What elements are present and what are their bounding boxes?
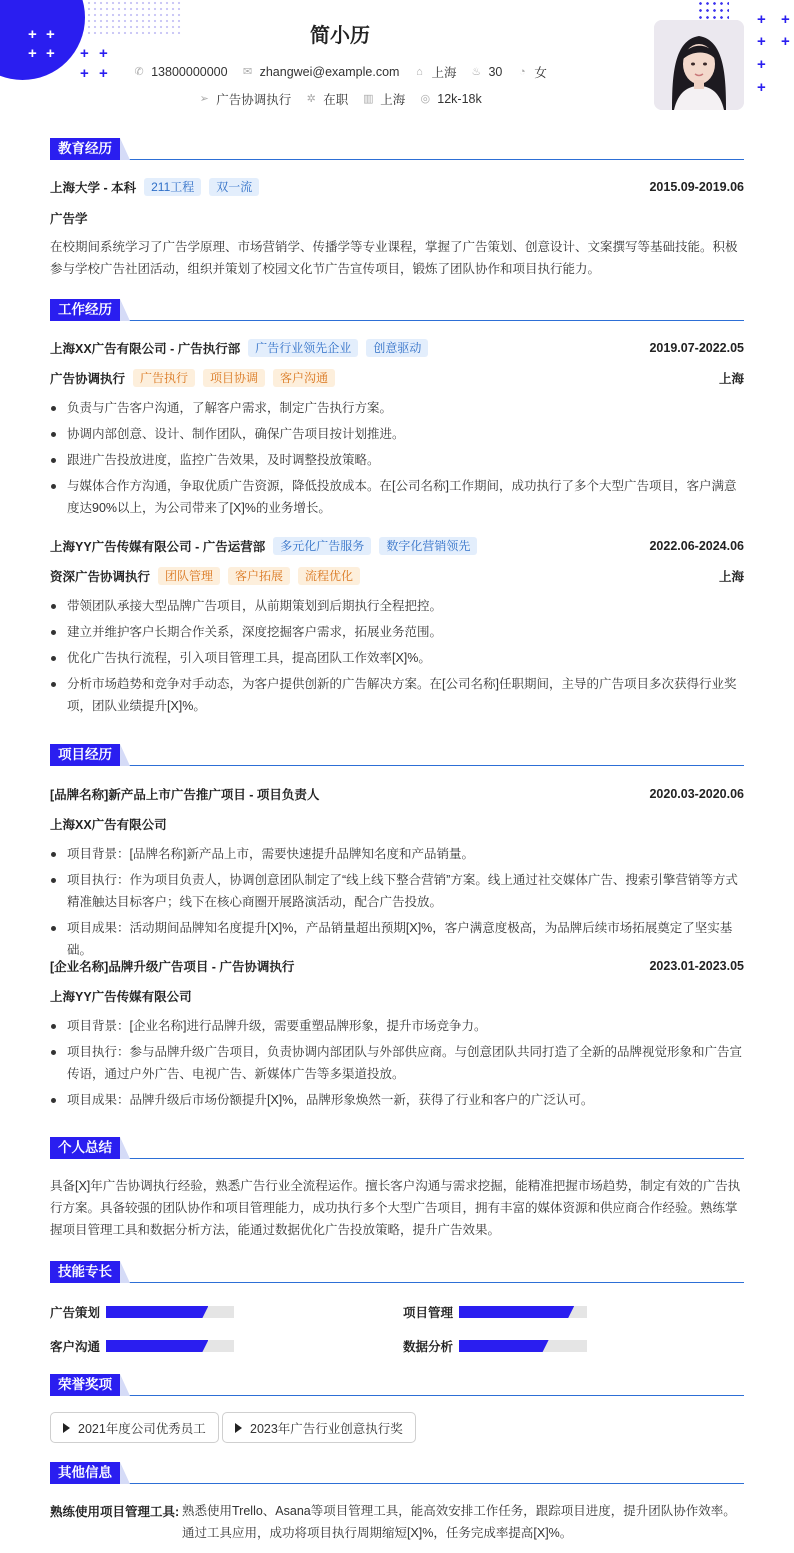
plus-decoration-icon: + [781,33,790,50]
section-title [50,1374,744,1396]
skill-bar-fill [459,1306,574,1318]
phone-icon: ✆ [134,66,144,78]
company-tag: 数字化营销领先 [379,537,477,555]
work-date: 2019.07-2022.05 [649,341,744,355]
play-arrow-icon [63,1423,70,1433]
education-header-row [50,178,744,196]
school-tag: 双一流 [209,178,259,196]
contact-row [0,63,680,81]
list-item: 带领团队承接大型品牌广告项目，从前期策划到后期执行全程把控。 [50,595,744,617]
location-value: 上海 [431,66,457,80]
plus-decoration-icon: + [46,26,55,43]
portrait-icon [654,20,744,110]
list-item: 优化广告执行流程，引入项目管理工具，提高团队工作效率[X]%。 [50,647,744,669]
awards-section [50,1374,744,1396]
list-item: 项目成果：活动期间品牌知名度提升[X]%，产品销量超出预期[X]%，客户满意度极高，为品牌后续市场拓展奠定了坚实基础。 [50,917,744,961]
plus-decoration-icon: + [80,65,89,82]
major-row [50,209,744,227]
other-info-text: 熟悉使用Trello、Asana等项目管理工具，能高效安排工作任务，跟踪项目进度，提升团队协作效率。通过工具应用，成功将项目执行周期缩短[X]%，任务完成率提高[X]%。 [182,1504,736,1540]
age-info [470,65,502,79]
plus-decoration-icon: + [99,65,108,82]
company-name: 上海YY广告传媒有限公司 - 广告运营部 [50,540,266,554]
project-company: 上海XX广告有限公司 [50,818,167,832]
project-date: 2023.01-2023.05 [649,959,744,973]
school-tag: 211工程 [144,178,201,196]
role-tag: 流程优化 [298,567,360,585]
phone-value: 13800000000 [151,65,228,79]
section-title-label: 荣誉奖项 [50,1374,120,1396]
section-title-tail [120,299,130,321]
award-name: 2021年度公司优秀员工 [78,1421,206,1436]
project-company-row [50,987,744,1005]
skill-bar [459,1340,587,1352]
mail-icon: ✉ [242,66,253,78]
gender-value: 女 [534,66,547,80]
work-date: 2022.06-2024.06 [649,539,744,553]
project-name: [品牌名称]新产品上市广告推广项目 - 项目负责人 [50,788,320,802]
section-title-tail [120,138,130,160]
email-value: zhangwei@example.com [259,65,400,79]
company-tag: 广告行业领先企业 [248,339,358,357]
project-bullets [50,843,744,961]
section-title-label: 技能专长 [50,1261,120,1283]
skill-bar [106,1306,234,1318]
work-bullets [50,595,744,717]
salary-info [419,92,481,106]
work-bullets [50,397,744,519]
company-tag: 创意驱动 [366,339,428,357]
target-city-value: 上海 [380,93,406,107]
list-item: 项目背景：[品牌名称]新产品上市，需要快速提升品牌知名度和产品销量。 [50,843,744,865]
status-value: 在职 [323,93,349,107]
role-row [50,567,744,585]
skills-section [50,1261,744,1283]
skill-item [403,1337,587,1355]
section-title [50,1137,744,1159]
status-info [305,90,348,108]
award-name: 2023年广告行业创意执行奖 [250,1421,403,1436]
education-description: 在校期间系统学习了广告学原理、市场营销学、传播学等专业课程，掌握了广告策划、创意设计、文案撰写等基础技能。积极参与学校广告社团活动，组织并策划了校园文化节广告宣传项目，锻炼了团队协作和项目执行能力。 [50,240,738,276]
target-city-info [362,90,405,108]
list-item: 项目背景：[企业名称]进行品牌升级，需要重塑品牌形象，提升市场竞争力。 [50,1015,744,1037]
plus-decoration-icon: + [757,33,766,50]
project-bullets [50,1015,744,1111]
work-section [50,299,744,321]
summary-section [50,1137,744,1159]
project-company: 上海YY广告传媒有限公司 [50,990,192,1004]
skill-bar-fill [106,1340,208,1352]
section-title-tail [120,1374,130,1396]
plus-decoration-icon: + [757,11,766,28]
section-title-tail [120,1261,130,1283]
section-title-label: 其他信息 [50,1462,120,1484]
building-icon: ▥ [363,93,374,105]
profile-photo [654,20,744,110]
other-info-label: 熟练使用项目管理工具: [50,1505,180,1519]
list-item: 分析市场趋势和竞争对手动态，为客户提供创新的广告解决方案。在[公司名称]任职期间，主导的广告项目多次获得行业奖项，团队业绩提升[X]%。 [50,673,744,717]
section-title [50,299,744,321]
school-name: 上海大学 - 本科 [50,181,137,195]
gender-icon: ◔ [519,66,526,78]
home-icon: ⌂ [416,66,423,78]
list-item: 与媒体合作方沟通，争取优质广告资源，降低投放成本。在[公司名称]工作期间，成功执行了多个大型广告项目，客户满意度达90%以上，为公司带来了[X]%的业务增长。 [50,475,744,519]
role-tag: 客户沟通 [273,369,335,387]
skill-bar-fill [106,1306,208,1318]
project-header-row [50,957,744,975]
salary-value: 12k-18k [437,92,482,106]
section-title [50,138,744,160]
phone-info [133,65,227,79]
project-date: 2020.03-2020.06 [649,787,744,801]
coin-icon: ◎ [420,93,431,105]
role-tag: 客户拓展 [228,567,290,585]
summary-text: 具备[X]年广告协调执行经验，熟悉广告行业全流程运作。擅长客户沟通与需求挖掘，能精准把握市场趋势，制定有效的广告执行方案。具备较强的团队协作和项目管理能力，成功执行多个大型广告项目，拥有丰富的媒体资源和供应商合作经验。熟练掌握项目管理工具和数据分析方法，能通过数据优化广告投放策略，提升广告效果。 [50,1179,741,1237]
section-title [50,744,744,766]
list-item: 跟进广告投放进度，监控广告效果，及时调整投放策略。 [50,449,744,471]
resume-header [0,0,794,120]
plus-decoration-icon: + [757,79,766,96]
location-info [413,63,456,81]
skill-item [403,1303,587,1321]
target-job-info [198,90,291,108]
section-title-label: 工作经历 [50,299,120,321]
skill-name: 客户沟通 [50,1340,101,1354]
target-job-value: 广告协调执行 [216,93,292,107]
section-title [50,1261,744,1283]
gender-info [516,63,547,81]
plus-decoration-icon: + [781,11,790,28]
list-item: 建立并维护客户长期合作关系，深度挖掘客户需求，拓展业务范围。 [50,621,744,643]
play-arrow-icon [235,1423,242,1433]
section-title-label: 项目经历 [50,744,120,766]
role-row [50,369,744,387]
section-title [50,1462,744,1484]
section-title-tail [120,1137,130,1159]
plus-decoration-icon: + [28,26,37,43]
project-header-row [50,785,744,803]
list-item: 项目成果：品牌升级后市场份额提升[X]%，品牌形象焕然一新，获得了行业和客户的广泛认可。 [50,1089,744,1111]
job-intent-row [0,90,680,108]
section-title-tail [120,744,130,766]
company-tag: 多元化广告服务 [273,537,371,555]
award-badge [222,1412,416,1443]
role-tag: 项目协调 [203,369,265,387]
role-name: 广告协调执行 [50,372,126,386]
work-city: 上海 [718,570,744,584]
work-header-row [50,537,744,555]
major-name: 广告学 [50,212,88,226]
work-header-row [50,339,744,357]
skill-bar [459,1306,587,1318]
other-section [50,1462,744,1484]
plus-decoration-icon: + [28,45,37,62]
plus-decoration-icon: + [99,45,108,62]
email-info [242,65,400,79]
skill-bar [106,1340,234,1352]
education-section [50,138,744,160]
candidate-name: 简小历 [310,25,370,47]
skill-name: 项目管理 [403,1306,454,1320]
skill-item [50,1303,234,1321]
role-tag: 广告执行 [133,369,195,387]
skill-bar-fill [459,1340,549,1352]
skill-item [50,1337,234,1355]
projects-section [50,744,744,766]
gear-icon: ✲ [306,93,316,105]
cake-icon: ♨ [471,66,482,78]
company-name: 上海XX广告有限公司 - 广告执行部 [50,342,241,356]
education-date: 2015.09-2019.06 [649,180,744,194]
section-title-label: 教育经历 [50,138,120,160]
list-item: 项目执行：参与品牌升级广告项目，负责协调内部团队与外部供应商。与创意团队共同打造了全新的品牌视觉形象和广告宣传语，通过户外广告、电视广告、新媒体广告等多渠道投放。 [50,1041,744,1085]
send-icon: ➢ [199,93,209,105]
role-tag: 团队管理 [158,567,220,585]
age-value: 30 [488,65,503,79]
skill-name: 数据分析 [403,1340,454,1354]
plus-decoration-icon: + [757,56,766,73]
section-title-label: 个人总结 [50,1137,120,1159]
work-city: 上海 [718,372,744,386]
list-item: 协调内部创意、设计、制作团队，确保广告项目按计划推进。 [50,423,744,445]
section-title-tail [120,1462,130,1484]
award-badge [50,1412,219,1443]
project-company-row [50,815,744,833]
plus-decoration-icon: + [46,45,55,62]
skill-name: 广告策划 [50,1306,101,1320]
plus-decoration-icon: + [80,45,89,62]
role-name: 资深广告协调执行 [50,570,151,584]
project-name: [企业名称]品牌升级广告项目 - 广告协调执行 [50,960,295,974]
list-item: 负责与广告客户沟通，了解客户需求，制定广告执行方案。 [50,397,744,419]
list-item: 项目执行：作为项目负责人，协调创意团队制定了“线上线下整合营销”方案。线上通过社交媒体广告、搜索引擎营销等方式精准触达目标客户；线下在核心商圈开展路演活动，配合广告投放。 [50,869,744,913]
